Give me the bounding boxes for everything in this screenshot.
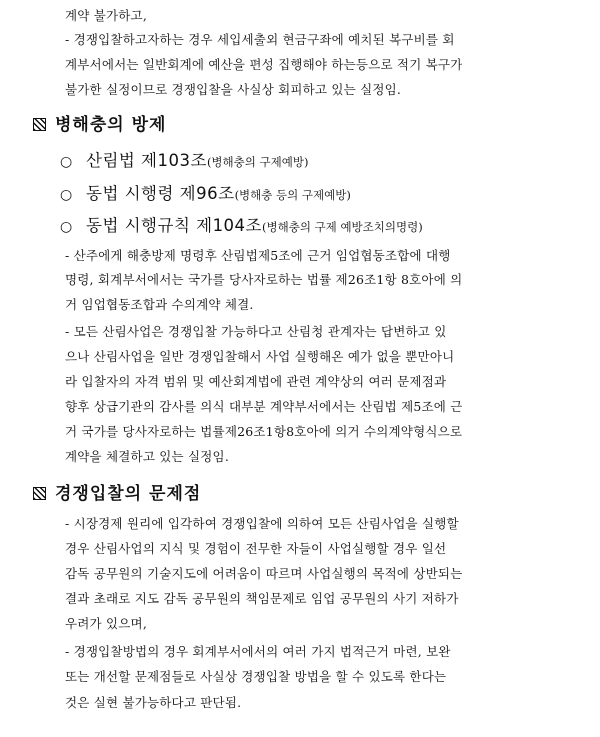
law-name: 산림법 제103조	[86, 151, 207, 170]
text-line: 계부서에서는 일반회계에 예산을 편성 집행해야 하는등으로 적기 복구가	[65, 57, 463, 72]
text-line: - 경쟁입찰방법의 경우 회계부서에서의 여러 가지 법적근거 마련, 보완	[65, 644, 451, 659]
text-line: - 산주에게 해충방제 명령후 산림법제5조에 근거 임업협동조합에 대행	[65, 248, 451, 263]
heading-text: 경쟁입찰의 문제점	[55, 484, 202, 504]
law-item	[60, 212, 423, 236]
text-line: 우려가 있으며,	[65, 616, 147, 631]
law-item	[60, 147, 308, 171]
text-line: 결과 초래로 지도 감독 공무원의 책임문제로 임업 공무원의 사기 저하가	[65, 591, 459, 606]
section-heading-problems	[33, 479, 201, 504]
law-name: 동법 시행규칙 제104조	[86, 216, 262, 235]
text-line: 으나 산림사업을 일반 경쟁입찰해서 사업 실행해온 예가 없을 뿐만아니	[65, 349, 455, 364]
section-heading-pest-control	[33, 110, 166, 135]
law-note: (병해충의 구제 예방조치의명령)	[262, 220, 423, 234]
text-line: 계약을 체결하고 있는 실정임.	[65, 449, 229, 464]
text-line: - 모든 산림사업은 경쟁입찰 가능하다고 산림청 관계자는 답변하고 있	[65, 324, 447, 339]
text-line: 불가한 실정이므로 경쟁입찰을 사실상 회피하고 있는 실정임.	[65, 82, 402, 97]
text-line: 라 입찰자의 자격 범위 및 예산회계법에 관련 계약상의 여러 문제점과	[65, 374, 447, 389]
law-note: (병해충의 구제예방)	[206, 155, 309, 169]
text-line: 거 국가를 당사자로하는 법률제26조1항8호아에 의거 수의계약형식으로	[65, 424, 463, 439]
text-line: 경우 산림사업의 지식 및 경험이 전무한 자들이 사업실행할 경우 일선	[65, 541, 447, 556]
text-line: - 시장경제 원리에 입각하여 경쟁입찰에 의하여 모든 산림사업을 실행할	[65, 516, 459, 531]
hatched-box-icon	[33, 487, 46, 500]
text-line: 감독 공무원의 기술지도에 어려움이 따르며 사업실행의 목적에 상반되는	[65, 566, 463, 581]
circle-bullet-icon: ○	[60, 154, 73, 170]
heading-text: 병해충의 방제	[55, 115, 167, 135]
text-line: 거 임업협동조합과 수의계약 체결.	[65, 297, 254, 312]
text-line: 것은 실현 불가능하다고 판단됨.	[65, 695, 242, 710]
circle-bullet-icon: ○	[60, 219, 73, 235]
circle-bullet-icon: ○	[60, 187, 73, 203]
law-note: (병해충 등의 구제예방)	[234, 188, 351, 202]
hatched-box-icon	[33, 118, 46, 131]
law-name: 동법 시행령 제96조	[86, 184, 235, 203]
text-line: 명령, 회계부서에서는 국가를 당사자로하는 법률 제26조1항 8호아에 의	[65, 272, 463, 287]
law-item	[60, 180, 351, 204]
text-line: - 경쟁입찰하고자하는 경우 세입세출외 현금구좌에 예치된 복구비를 회	[65, 32, 455, 47]
text-line: 계약 불가하고,	[65, 8, 147, 23]
text-line: 또는 개선할 문제점들로 사실상 경쟁입찰 방법을 할 수 있도록 한다는	[65, 669, 447, 684]
text-line: 향후 상급기관의 감사를 의식 대부분 계약부서에서는 산림법 제5조에 근	[65, 399, 463, 414]
